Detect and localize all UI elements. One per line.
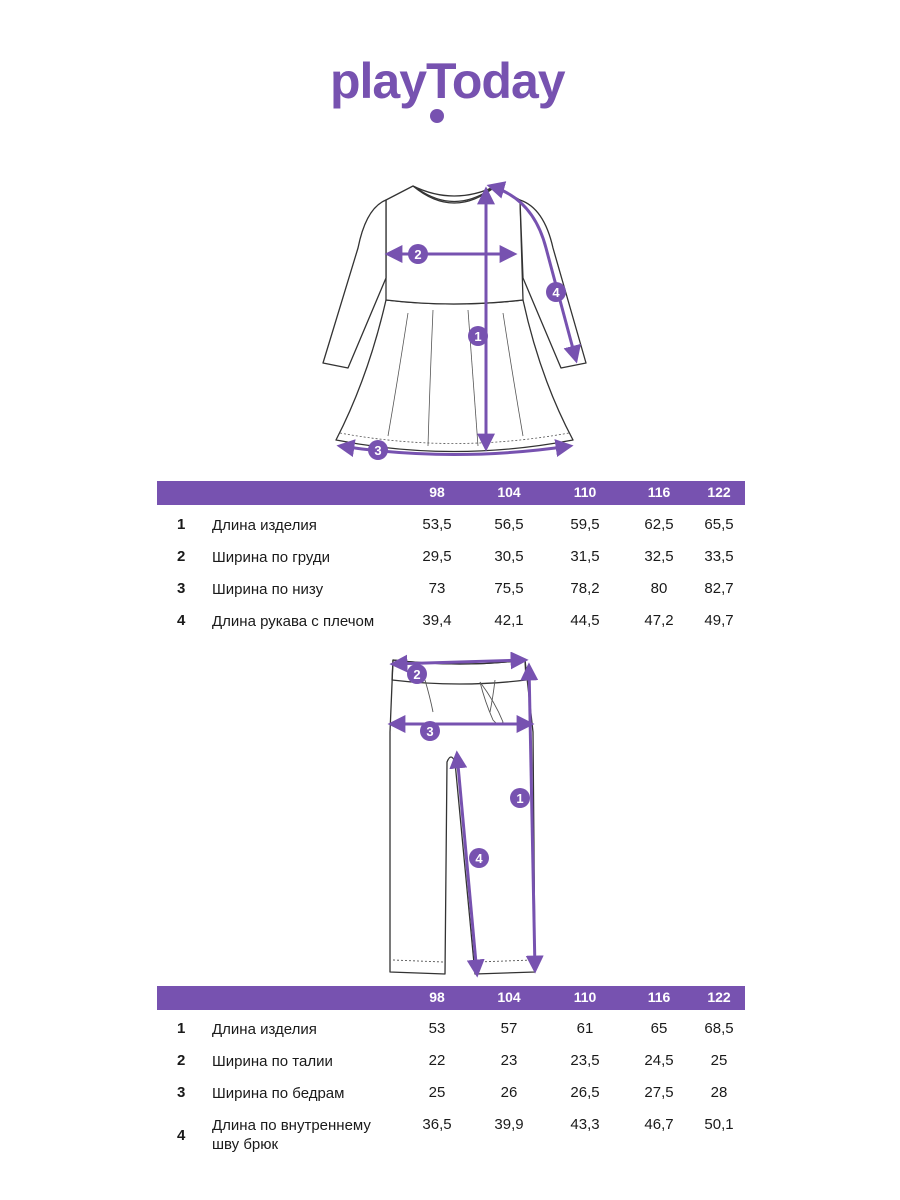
row-value: 29,5 (422, 548, 452, 565)
row-value: 57 (500, 1020, 518, 1037)
table-row (157, 1084, 745, 1116)
logo-dot (430, 109, 444, 123)
row-value: 31,5 (570, 548, 600, 565)
table-row (157, 1116, 745, 1160)
row-number: 1 (177, 516, 186, 533)
row-value: 62,5 (644, 516, 674, 533)
row-label: Ширина по груди (212, 549, 331, 566)
row-number: 1 (177, 1020, 186, 1037)
pants-marker-1: 1 (516, 791, 524, 806)
row-value: 39,4 (422, 612, 452, 629)
dress-marker-3: 3 (374, 443, 382, 458)
size-header: 110 (573, 484, 597, 500)
row-value: 59,5 (570, 516, 600, 533)
row-value: 44,5 (570, 612, 600, 629)
table-row (157, 612, 745, 644)
row-label: Ширина по низу (212, 581, 324, 598)
row-value: 39,9 (494, 1116, 524, 1133)
pants-marker-4: 4 (475, 851, 483, 866)
row-number: 3 (177, 580, 186, 597)
row-value: 68,5 (704, 1020, 734, 1037)
dress-marker-4: 4 (552, 285, 560, 300)
size-header: 104 (497, 989, 521, 1005)
row-value: 25 (428, 1084, 446, 1101)
brand-logo (330, 52, 570, 132)
row-value: 27,5 (644, 1084, 674, 1101)
logo-text: playToday (330, 53, 565, 109)
row-value: 25 (710, 1052, 728, 1069)
row-number: 2 (177, 548, 186, 565)
size-header: 116 (647, 989, 671, 1005)
row-label: Длина по внутреннему шву брюк (212, 1117, 371, 1153)
row-number: 4 (177, 1127, 186, 1144)
row-label: Ширина по бедрам (212, 1085, 345, 1102)
dress-marker-1: 1 (474, 329, 482, 344)
row-value: 30,5 (494, 548, 524, 565)
row-number: 3 (177, 1084, 186, 1101)
row-value: 65 (650, 1020, 668, 1037)
row-value: 24,5 (644, 1052, 674, 1069)
row-number: 2 (177, 1052, 186, 1069)
table-row (157, 1020, 745, 1052)
size-header: 110 (573, 989, 597, 1005)
dress-marker-2: 2 (414, 247, 422, 262)
dress-illustration (318, 178, 588, 463)
row-value: 32,5 (644, 548, 674, 565)
size-header: 104 (497, 484, 521, 500)
pants-marker-3: 3 (426, 724, 434, 739)
row-value: 56,5 (494, 516, 524, 533)
row-value: 23 (500, 1052, 518, 1069)
row-value: 36,5 (422, 1116, 452, 1133)
pants-table-header (157, 986, 745, 1010)
size-header: 122 (707, 484, 731, 500)
row-label: Длина изделия (212, 1021, 317, 1038)
row-value: 73 (428, 580, 446, 597)
pants-size-table (157, 986, 745, 1160)
row-value: 50,1 (704, 1116, 734, 1133)
table-row (157, 548, 745, 580)
dress-table-header (157, 481, 745, 505)
pants-marker-2: 2 (413, 667, 421, 682)
row-label: Длина рукава с плечом (212, 613, 375, 630)
pants-illustration (385, 652, 545, 982)
dress-size-table (157, 481, 745, 644)
table-row (157, 516, 745, 548)
size-header: 98 (429, 989, 445, 1005)
row-value: 53,5 (422, 516, 452, 533)
row-value: 26,5 (570, 1084, 600, 1101)
row-value: 22 (428, 1052, 446, 1069)
row-value: 23,5 (570, 1052, 600, 1069)
row-value: 49,7 (704, 612, 734, 629)
row-label: Длина изделия (212, 517, 317, 534)
row-value: 42,1 (494, 612, 524, 629)
row-value: 82,7 (704, 580, 734, 597)
row-number: 4 (177, 612, 186, 629)
row-value: 61 (576, 1020, 594, 1037)
table-row (157, 1052, 745, 1084)
row-value: 75,5 (494, 580, 524, 597)
row-value: 47,2 (644, 612, 674, 629)
row-value: 65,5 (704, 516, 734, 533)
row-value: 28 (710, 1084, 728, 1101)
size-header: 122 (707, 989, 731, 1005)
row-value: 43,3 (570, 1116, 600, 1133)
row-value: 53 (428, 1020, 446, 1037)
size-header: 98 (429, 484, 445, 500)
row-value: 78,2 (570, 580, 600, 597)
row-value: 46,7 (644, 1116, 674, 1133)
row-value: 80 (650, 580, 668, 597)
row-value: 33,5 (704, 548, 734, 565)
row-value: 26 (500, 1084, 518, 1101)
table-row (157, 580, 745, 612)
size-header: 116 (647, 484, 671, 500)
row-label: Ширина по талии (212, 1053, 333, 1070)
